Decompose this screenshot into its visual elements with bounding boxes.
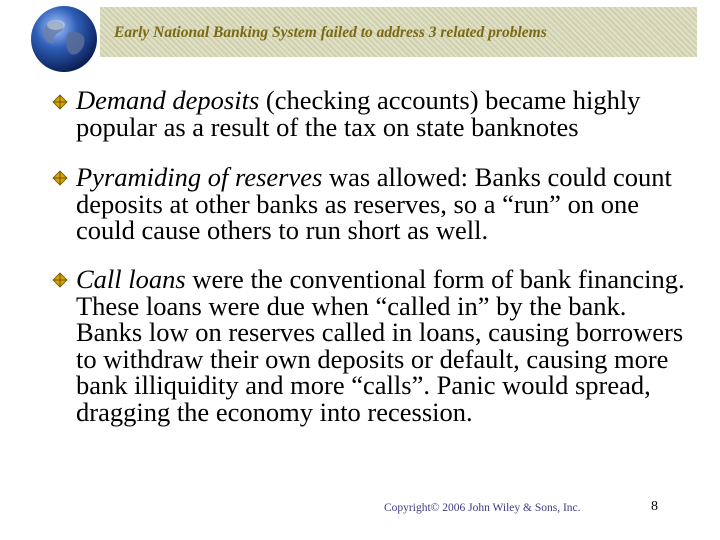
bullet-item-pyramiding: [76, 164, 686, 244]
slide-title: Early National Banking System failed to address 3 related problems: [114, 24, 547, 41]
bullet-text: was allowed: Banks could count deposits at other banks as reserves, so a “run” on one could cause others to run short as well.: [76, 162, 672, 245]
diamond-bullet-icon: [52, 94, 68, 110]
page-number: 8: [651, 499, 658, 514]
bullet-term: Demand deposits: [76, 85, 260, 115]
diamond-bullet-icon: [52, 170, 68, 186]
bullet-term: Pyramiding of reserves: [76, 162, 323, 192]
bullet-item-demand-deposits: [76, 87, 686, 140]
bullet-item-call-loans: [76, 266, 686, 425]
copyright-notice: Copyright© 2006 John Wiley & Sons, Inc.: [384, 502, 581, 514]
diamond-bullet-icon: [52, 272, 68, 288]
bullet-text: were the conventional form of bank financing. These loans were due when “called in” by the bank. Banks low on reserves called in loans, causing borrowers to withdraw their own deposits or default, causing more bank illiquidity and more “calls”. Panic would spread, dragging the economy into recession.: [76, 264, 685, 427]
bullet-term: Call loans: [76, 264, 186, 294]
bullet-text: (checking accounts) became highly popular as a result of the tax on state banknotes: [76, 85, 641, 142]
